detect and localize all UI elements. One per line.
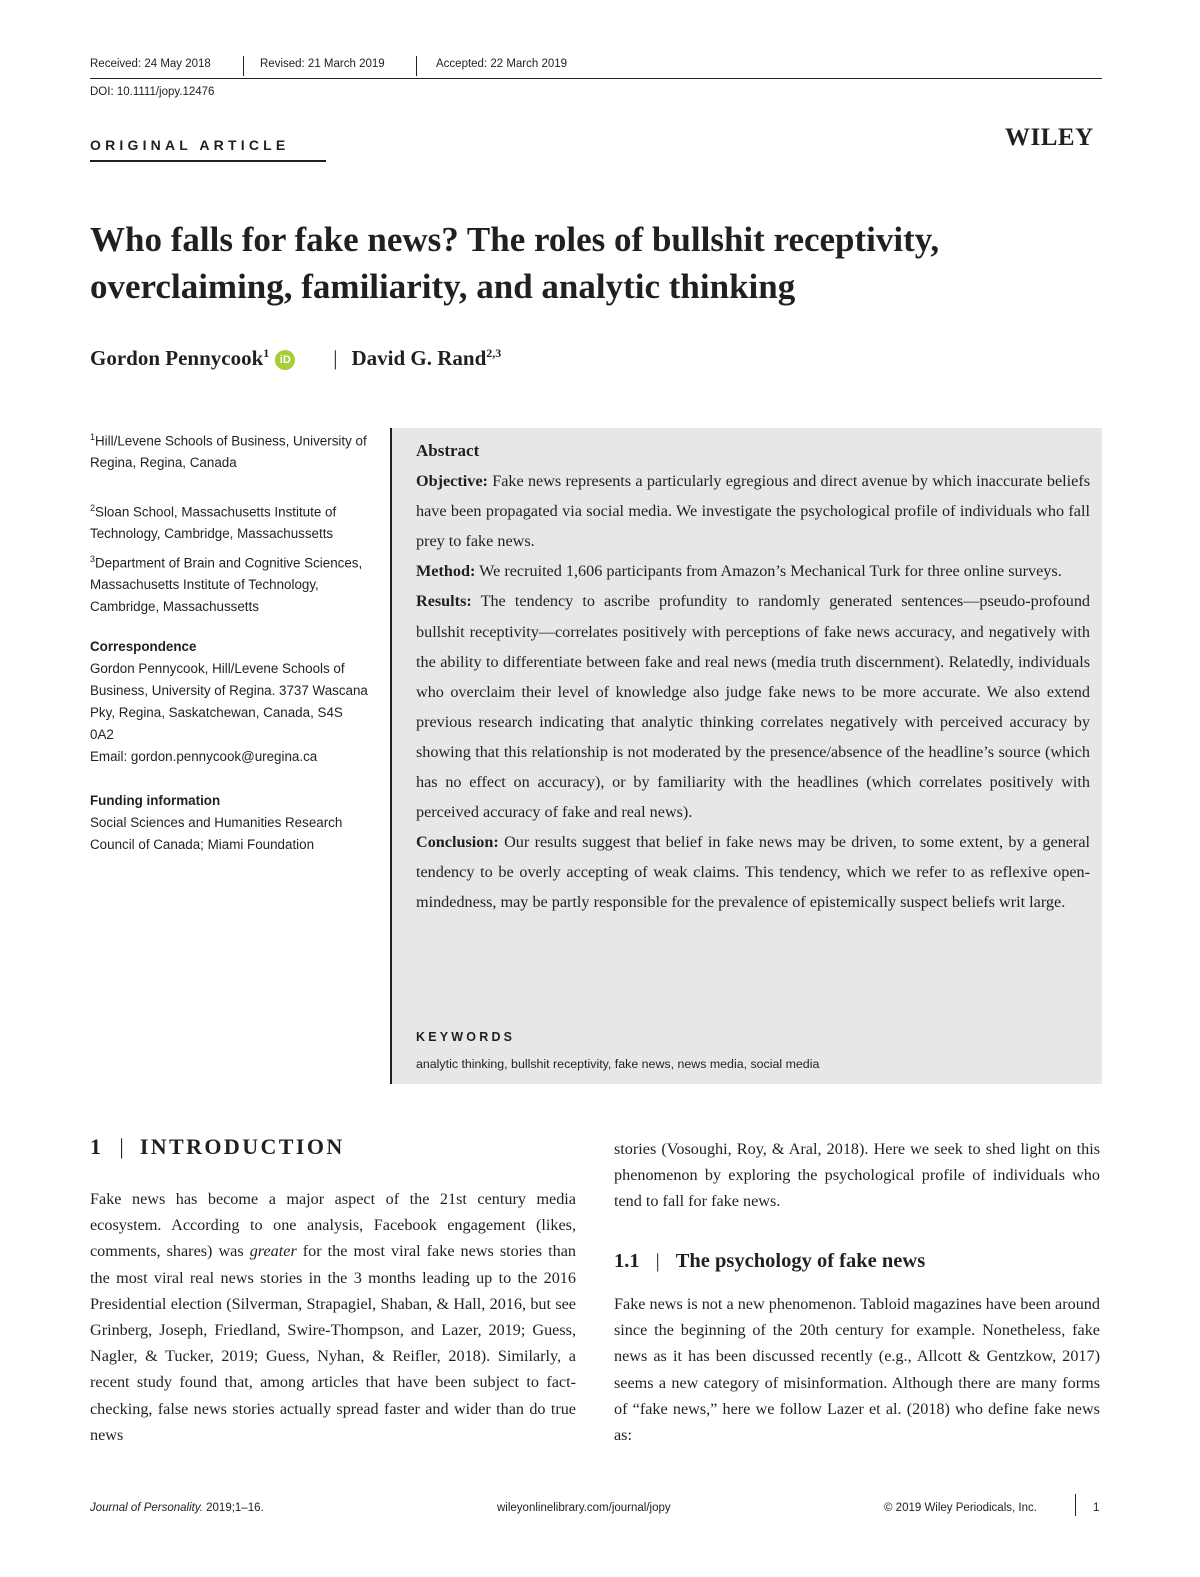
author-name[interactable]: David G. Rand [351, 346, 487, 370]
abstract-text: The tendency to ascribe profundity to randomly generated sentences—pseudo-profound bullshit receptivity—correlates positively with perceptions of fake news accuracy, and negatively with the ability to differentiate between fake and real news (media truth discernment). Relatedly, individuals who overclaim their level of knowledge also judge fake news to be more accurate. We also extend previous research indicating that analytic thinking correlates negatively with perceived accuracy by showing that this relationship is not moderated by the presence/absence of the headline’s source (which has no effect on accuracy), or by familiarity with the headlines (which correlates positively with perceived accuracy of fake and real news). [416, 592, 1091, 822]
article-dates [90, 56, 1102, 78]
abstract-text: Our results suggest that belief in fake news may be driven, to some extent, by a general tendency to be overly accepting of weak claims. This tendency, which we refer to as reflexive open-mindedness, may be partly responsible for the prevalence of epistemically suspect beliefs writ large. [416, 833, 1091, 912]
abstract [416, 436, 1090, 918]
abstract-method [416, 556, 1090, 586]
header-rule [90, 78, 1102, 79]
date-divider [416, 56, 417, 76]
article-title: Who falls for fake news? The roles of bullshit receptivity, overclaiming, familiarity, and analytic thinking [90, 220, 940, 306]
copyright: © 2019 Wiley Periodicals, Inc. [884, 1502, 1037, 1514]
publisher-logo: WILEY [1005, 124, 1094, 151]
article-type-underline [90, 160, 326, 162]
affiliation [90, 426, 370, 474]
revised-date: Revised: 21 March 2019 [260, 58, 385, 70]
intro-text: stories (Vosoughi, Roy, & Aral, 2018). Here we seek to shed light on this phenomenon by exploring the psychological profile of individuals who tend to fall for fake news. [614, 1140, 1100, 1211]
affiliation-number: 3 [90, 554, 96, 564]
abstract-conclusion [416, 827, 1090, 917]
funding-text: Social Sciences and Humanities Research Council of Canada; Miami Foundation [90, 815, 343, 852]
section-number: 1 [90, 1134, 104, 1159]
intro-text: for the most viral fake news stories than the most viral real news stories in the 3 months leading up to the 2016 Presidential election (Silverman, Strapagiel, Shaban, & Hall, 2016, but see Grinberg, Joseph, Friedland, Swire-Thompson, and Lazer, 2019; Guess, Nagler, & Tucker, 2019; Guess, Nyhan, & Reifler, 2018). Similarly, a recent study found that, among articles that have been subject to fact-checking, false news stories actually spread faster and wider than do true news [90, 1242, 576, 1444]
abstract-label: Method: [416, 562, 476, 581]
article-type: ORIGINAL ARTICLE [90, 137, 290, 153]
intro-text: Fake news has become a major aspect of the 21st century media ecosystem. According to one analysis, Facebook engagement (likes, comments, shares) was [90, 1190, 576, 1261]
abstract-label: Results: [416, 592, 472, 611]
affiliation [90, 548, 370, 618]
abstract-bar [390, 428, 392, 1084]
abstract-results [416, 586, 1090, 827]
correspondence-block [90, 636, 370, 768]
subsection-separator: | [655, 1250, 660, 1272]
author-separator: | [333, 346, 338, 370]
subsection-number: 1.1 [614, 1250, 640, 1272]
correspondence-email[interactable]: Email: gordon.pennycook@uregina.ca [90, 749, 318, 764]
abstract-label: Objective: [416, 472, 488, 491]
affiliation-text: Department of Brain and Cognitive Sciences, Massachusetts Institute of Technology, Cambridge, Massachussetts [90, 555, 363, 615]
funding-heading: Funding information [90, 793, 221, 808]
psychology-paragraph [614, 1291, 1100, 1448]
affiliation-number: 1 [90, 432, 96, 442]
author-name[interactable]: Gordon Pennycook [90, 346, 264, 370]
keywords-list: analytic thinking, bullshit receptivity, fake news, news media, social media [416, 1057, 820, 1071]
psychology-text: Fake news is not a new phenomenon. Tabloid magazines have been around since the beginning of the 20th century for example. Nonetheless, fake news as it has been discussed recently (e.g., Allcott & Gentzkow, 2017) seems a new category of misinformation. Although there are many forms of “fake news,” here we follow Lazer et al. (2018) who define fake news as: [614, 1295, 1100, 1445]
affiliation-text: Sloan School, Massachusetts Institute of Technology, Cambridge, Massachussetts [90, 504, 337, 542]
intro-emphasis: greater [249, 1242, 297, 1261]
orcid-icon[interactable]: iD [275, 350, 295, 370]
abstract-text: We recruited 1,606 participants from Amazon’s Mechanical Turk for three online surveys. [479, 562, 1062, 581]
funding-block [90, 790, 370, 856]
section-title: INTRODUCTION [139, 1134, 345, 1159]
affiliation-text: Hill/Levene Schools of Business, University of Regina, Regina, Canada [90, 433, 367, 471]
author-affiliation-mark: 1 [263, 346, 270, 360]
journal-url[interactable]: wileyonlinelibrary.com/journal/jopy [497, 1502, 671, 1514]
journal-citation [90, 1502, 264, 1514]
keywords-heading: KEYWORDS [416, 1030, 516, 1044]
subsection-heading [614, 1250, 925, 1273]
section-separator: | [119, 1134, 124, 1159]
affiliation [90, 497, 370, 545]
intro-paragraph [90, 1186, 576, 1448]
author-affiliation-mark: 2,3 [486, 346, 502, 360]
abstract-text: Fake news represents a particularly egregious and direct avenue by which inaccurate beliefs have been propagated via social media. We investigate the psychological profile of individuals who fall prey to fake news. [416, 472, 1091, 551]
affiliation-number: 2 [90, 503, 96, 513]
correspondence-heading: Correspondence [90, 639, 197, 654]
abstract-heading: Abstract [416, 441, 480, 460]
doi[interactable]: DOI: 10.1111/jopy.12476 [90, 86, 215, 98]
abstract-objective [416, 466, 1090, 556]
correspondence-text: Gordon Pennycook, Hill/Levene Schools of Business, University of Regina. 3737 Wascana Pky, Regina, Saskatchewan, Canada, S4S 0A2 [90, 661, 368, 742]
page-number: 1 [1093, 1502, 1100, 1514]
date-divider [243, 56, 244, 76]
footer-divider [1075, 1494, 1076, 1516]
subsection-title: The psychology of fake news [675, 1250, 926, 1272]
received-date: Received: 24 May 2018 [90, 58, 211, 70]
accepted-date: Accepted: 22 March 2019 [436, 58, 568, 70]
abstract-label: Conclusion: [416, 833, 499, 852]
section-heading [90, 1134, 345, 1160]
author-line [90, 346, 1100, 371]
journal-volume: 2019;1–16. [202, 1502, 264, 1514]
intro-paragraph-continued [614, 1136, 1100, 1215]
journal-name: Journal of Personality. [90, 1502, 203, 1514]
